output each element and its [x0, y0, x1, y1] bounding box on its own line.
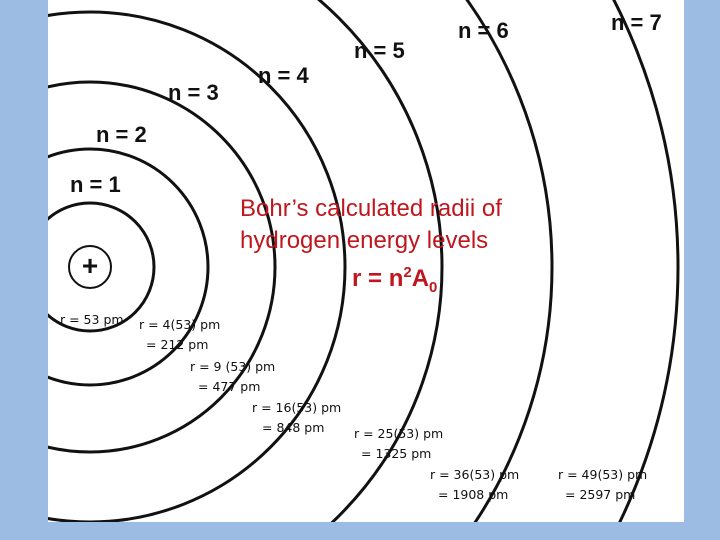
radius-expr-n3: r = 9 (53) pm	[190, 359, 276, 374]
orbit-label-n3: n = 3	[168, 80, 219, 105]
radius-value-n6: = 1908 pm	[438, 487, 509, 502]
orbit-label-n4: n = 4	[258, 63, 309, 88]
radius-expr-n6: r = 36(53) pm	[430, 467, 520, 482]
radius-value-n2: = 212 pm	[146, 337, 209, 352]
radius-expr-n5: r = 25(53) pm	[354, 426, 444, 441]
radius-value-n7: = 2597 pm	[565, 487, 636, 502]
radius-label-n4	[252, 398, 341, 438]
radius-expr-n2: r = 4(53) pm	[139, 317, 221, 332]
radius-formula	[240, 257, 502, 304]
slide	[48, 0, 684, 522]
formula-prefix: r = n	[352, 265, 404, 292]
radius-value-n1: r = 53 pm	[60, 312, 124, 327]
radius-label-n5	[354, 424, 443, 464]
radius-label-n6	[430, 465, 519, 505]
radius-label-n3	[190, 357, 275, 397]
title-line-2: hydrogen energy levels	[240, 227, 489, 254]
formula-subscript: 0	[429, 278, 438, 296]
radius-value-n4: = 848 pm	[262, 420, 325, 435]
nucleus: +	[68, 245, 112, 289]
radius-value-n3: = 477 pm	[198, 379, 261, 394]
radius-expr-n4: r = 16(53) pm	[252, 400, 342, 415]
orbit-label-n5: n = 5	[354, 38, 405, 63]
radius-label-n2	[139, 315, 220, 355]
title-line-1: Bohr’s calculated radii of	[240, 195, 502, 222]
radius-expr-n7: r = 49(53) pm	[558, 467, 648, 482]
orbit-label-n1: n = 1	[70, 172, 121, 197]
radius-label-n1	[60, 310, 124, 330]
radius-label-n7	[558, 465, 647, 505]
formula-constant: A	[411, 265, 430, 292]
radius-value-n5: = 1325 pm	[361, 446, 432, 461]
orbit-label-n2: n = 2	[96, 122, 147, 147]
orbit-label-n6: n = 6	[458, 18, 509, 43]
diagram-title	[240, 193, 502, 304]
formula-exponent: 2	[403, 264, 412, 281]
orbit-label-n7: n = 7	[611, 10, 662, 35]
